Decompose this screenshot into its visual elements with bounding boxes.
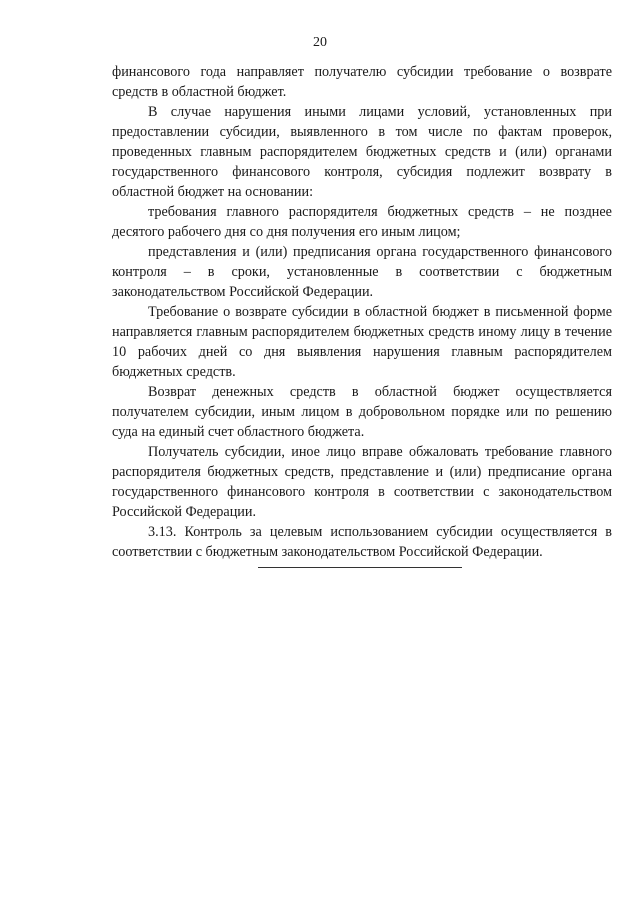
paragraph-control-body-order: представления и (или) предписания органа государственного финансового контроля – в сроки, установленные в соответствии с бюджетным законодательством Российской Федерации. <box>112 244 612 300</box>
end-of-text-rule <box>258 567 462 568</box>
paragraph-funds-return: Возврат денежных средств в областной бюджет осуществляется получателем субсидии, иным лицом в добровольном порядке или по решению суда на единый счет областного бюджета. <box>112 384 612 440</box>
paragraph-clause-3-13: 3.13. Контроль за целевым использованием субсидии осуществляется в соответствии с бюджетным законодательством Российской Федерации. <box>112 524 612 560</box>
paragraph-violation-by-other-persons: В случае нарушения иными лицами условий, установленных при предоставлении субсидии, выявленного в том числе по фактам проверок, проведенных главным распорядителем бюджетных средств и (или) органами государственного финансового контроля, субсидия подлежит возврату в областной бюджет на основании: <box>112 104 612 200</box>
paragraph-continuation: финансового года направляет получателю субсидии требование о возврате средств в областной бюджет. <box>112 64 612 100</box>
page-number: 20 <box>313 35 327 50</box>
paragraph-written-requirement: Требование о возврате субсидии в областной бюджет в письменной форме направляется главным распорядителем бюджетных средств иному лицу в течение 10 рабочих дней со дня выявления нарушения главным распорядителем бюджетных средств. <box>112 304 612 380</box>
document-body <box>112 62 612 562</box>
paragraph-appeal-right: Получатель субсидии, иное лицо вправе обжаловать требование главного распорядителя бюджетных средств, представление и (или) предписание органа государственного финансового контроля в соответствии с законодательством Российской Федерации. <box>112 444 612 520</box>
paragraph-requirement-deadline: требования главного распорядителя бюджетных средств – не позднее десятого рабочего дня со дня получения его иным лицом; <box>112 204 612 240</box>
